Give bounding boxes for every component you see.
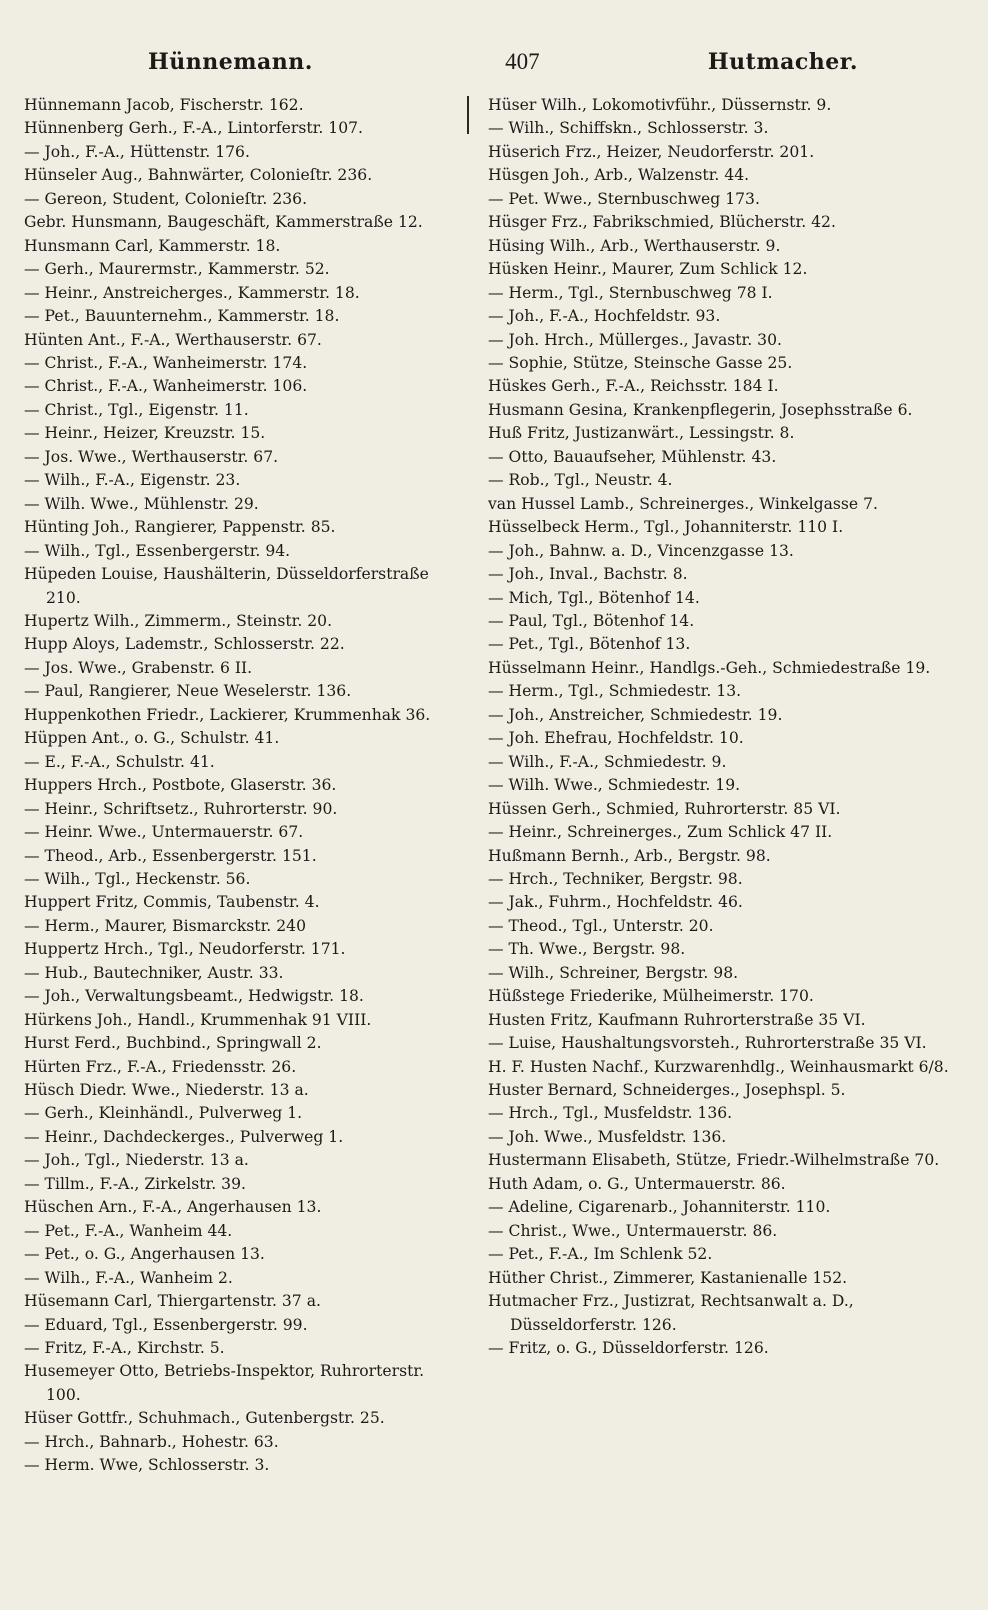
directory-entry: Hüsselbeck Herm., Tgl., Johanniterstr. 110 I.	[488, 518, 844, 537]
directory-entry: — Christ., Tgl., Eigenstr. 11.	[24, 400, 249, 419]
directory-entry: — Joh., F.-A., Hochfeldstr. 93.	[488, 307, 721, 326]
directory-entry: — Wilh., F.-A., Wanheim 2.	[24, 1268, 233, 1287]
directory-entry: Hüther Christ., Zimmerer, Kastanienalle 152.	[488, 1268, 848, 1287]
directory-entry: Hüserich Frz., Heizer, Neudorferstr. 201.	[488, 142, 815, 161]
directory-entry: — Joh., Tgl., Niederstr. 13 a.	[24, 1151, 249, 1170]
directory-entry: Huppenkothen Friedr., Lackierer, Krummenhak 36.	[24, 705, 431, 724]
directory-entry: Huppertz Hrch., Tgl., Neudorferstr. 171.	[24, 940, 346, 959]
directory-entry: — Tillm., F.-A., Zirkelstr. 39.	[24, 1174, 246, 1193]
directory-entry: — Wilh., Tgl., Heckenstr. 56.	[24, 869, 251, 888]
directory-entry: — Pet., F.-A., Im Schlenk 52.	[488, 1245, 713, 1264]
directory-entry: — Rob., Tgl., Neustr. 4.	[488, 471, 673, 490]
directory-entry: Hupertz Wilh., Zimmerm., Steinstr. 20.	[24, 611, 333, 630]
column-divider	[467, 96, 469, 134]
directory-entry: Hüsemann Carl, Thiergartenstr. 37 a.	[24, 1292, 321, 1311]
directory-entry: Hüsken Heinr., Maurer, Zum Schlick 12.	[488, 260, 808, 279]
directory-entry: H. F. Husten Nachf., Kurzwarenhdlg., Weinhausmarkt 6/8.	[488, 1057, 949, 1076]
left-column	[24, 94, 460, 1478]
directory-entry: — E., F.-A., Schulstr. 41.	[24, 752, 215, 771]
right-column	[488, 94, 964, 1360]
directory-entry: — Gerh., Maurermstr., Kammerstr. 52.	[24, 260, 330, 279]
directory-entry: Hunsmann Carl, Kammerstr. 18.	[24, 236, 281, 255]
directory-entry: — Wilh. Wwe., Schmiedestr. 19.	[488, 776, 741, 795]
directory-entry: — Joh. Hrch., Müllerges., Javastr. 30.	[488, 330, 782, 349]
directory-entry: Hürkens Joh., Handl., Krummenhak 91 VIII.	[24, 1010, 372, 1029]
directory-entry: — Th. Wwe., Bergstr. 98.	[488, 940, 686, 959]
directory-entry: Hüser Wilh., Lokomotivführ., Düssernstr. 9.	[488, 96, 832, 114]
directory-entry: — Pet., Tgl., Bötenhof 13.	[488, 635, 691, 654]
directory-entry: Huppert Fritz, Commis, Taubenstr. 4.	[24, 893, 320, 912]
directory-entry: — Christ., F.-A., Wanheimerstr. 174.	[24, 353, 308, 372]
directory-entry: Huth Adam, o. G., Untermauerstr. 86.	[488, 1174, 786, 1193]
directory-entry: — Joh., Inval., Bachstr. 8.	[488, 565, 688, 584]
directory-entry: Gebr. Hunsmann, Baugeschäft, Kammerstraße 12.	[24, 213, 423, 232]
directory-entry: Hünseler Aug., Bahnwärter, Colonieſtr. 236.	[24, 166, 373, 185]
directory-entry: Hurst Ferd., Buchbind., Springwall 2.	[24, 1034, 322, 1053]
directory-entry: — Adeline, Cigarenarb., Johanniterstr. 110.	[488, 1198, 831, 1217]
directory-entry: — Jos. Wwe., Grabenstr. 6 II.	[24, 658, 253, 677]
page-number: 407	[505, 49, 540, 74]
directory-entry: Hüsing Wilh., Arb., Werthauserstr. 9.	[488, 236, 781, 255]
directory-entry: — Otto, Bauaufseher, Mühlenstr. 43.	[488, 447, 777, 466]
directory-entry: Huß Fritz, Justizanwärt., Lessingstr. 8.	[488, 424, 795, 443]
directory-entry: Hüssen Gerh., Schmied, Ruhrorterstr. 85 VI.	[488, 799, 841, 818]
directory-entry: Hustermann Elisabeth, Stütze, Friedr.-Wilhelmstraße 70.	[488, 1151, 940, 1170]
directory-entry: — Hrch., Tgl., Musfeldstr. 136.	[488, 1104, 733, 1123]
directory-entry: Hünting Joh., Rangierer, Pappenstr. 85.	[24, 518, 336, 537]
directory-entry: — Gerh., Kleinhändl., Pulverweg 1.	[24, 1104, 303, 1123]
directory-entry: — Christ., F.-A., Wanheimerstr. 106.	[24, 377, 308, 396]
directory-entry: — Joh. Wwe., Musfeldstr. 136.	[488, 1127, 727, 1146]
directory-entry: — Herm. Wwe, Schlosserstr. 3.	[24, 1456, 270, 1475]
directory-entry: Hüpeden Louise, Haushälterin, Düsseldorferstraße 210.	[24, 565, 429, 607]
directory-entry: — Paul, Tgl., Bötenhof 14.	[488, 611, 695, 630]
directory-entry: — Christ., Wwe., Untermauerstr. 86.	[488, 1221, 778, 1240]
directory-entry: — Herm., Tgl., Sternbuschweg 78 I.	[488, 283, 773, 302]
directory-entry: Hutmacher Frz., Justizrat, Rechtsanwalt a. D., Düsseldorferstr. 126.	[488, 1292, 854, 1334]
directory-entry: — Sophie, Stütze, Steinsche Gasse 25.	[488, 353, 793, 372]
directory-entry: — Hrch., Bahnarb., Hohestr. 63.	[24, 1432, 279, 1451]
directory-entry: — Heinr., Heizer, Kreuzstr. 15.	[24, 424, 266, 443]
directory-entry: — Mich, Tgl., Bötenhof 14.	[488, 588, 700, 607]
directory-entry: — Pet. Wwe., Sternbuschweg 173.	[488, 189, 760, 208]
directory-entry: Hünten Ant., F.-A., Werthauserstr. 67.	[24, 330, 322, 349]
directory-entry: — Wilh., F.-A., Eigenstr. 23.	[24, 471, 241, 490]
directory-entry: Hüschen Arn., F.-A., Angerhausen 13.	[24, 1198, 322, 1217]
directory-entry: — Paul, Rangierer, Neue Weselerstr. 136.	[24, 682, 352, 701]
directory-entry: Husten Fritz, Kaufmann Ruhrorterstraße 35 VI.	[488, 1010, 866, 1029]
directory-entry: Hünnenberg Gerh., F.-A., Lintorferstr. 107.	[24, 119, 363, 138]
directory-entry: Hupp Aloys, Lademstr., Schlosserstr. 22.	[24, 635, 345, 654]
directory-entry: Hürten Frz., F.-A., Friedensstr. 26.	[24, 1057, 297, 1076]
directory-entry: — Fritz, F.-A., Kirchstr. 5.	[24, 1339, 225, 1358]
directory-entry: — Theod., Tgl., Unterstr. 20.	[488, 916, 714, 935]
directory-entry: Hüsgen Joh., Arb., Walzenstr. 44.	[488, 166, 750, 185]
directory-entry: — Heinr., Schriftsetz., Ruhrorterstr. 90.	[24, 799, 338, 818]
directory-entry: — Heinr. Wwe., Untermauerstr. 67.	[24, 823, 304, 842]
page-header	[30, 44, 958, 80]
directory-entry: Hüskes Gerh., F.-A., Reichsstr. 184 I.	[488, 377, 779, 396]
directory-entry: Hüsger Frz., Fabrikschmied, Blücherstr. 42.	[488, 213, 836, 232]
directory-entry: — Pet., Bauunternehm., Kammerstr. 18.	[24, 307, 340, 326]
directory-entry: — Joh., Anstreicher, Schmiedestr. 19.	[488, 705, 783, 724]
directory-entry: — Hrch., Techniker, Bergstr. 98.	[488, 869, 743, 888]
directory-entry: — Theod., Arb., Essenbergerstr. 151.	[24, 846, 317, 865]
directory-entry: — Gereon, Student, Colonieſtr. 236.	[24, 189, 308, 208]
directory-entry: — Joh., Bahnw. a. D., Vincenzgasse 13.	[488, 541, 794, 560]
directory-entry: Hüßstege Friederike, Mülheimerstr. 170.	[488, 987, 814, 1006]
directory-entry: — Jos. Wwe., Werthauserstr. 67.	[24, 447, 279, 466]
directory-entry: — Herm., Tgl., Schmiedestr. 13.	[488, 682, 742, 701]
header-right-catchword: Hutmacher.	[707, 49, 858, 75]
header-left-catchword: Hünnemann.	[148, 49, 313, 75]
directory-entry: — Joh., F.-A., Hüttenstr. 176.	[24, 142, 250, 161]
directory-entry: — Wilh., F.-A., Schmiedestr. 9.	[488, 752, 727, 771]
directory-entry: — Pet., F.-A., Wanheim 44.	[24, 1221, 233, 1240]
directory-entry: Hüsch Diedr. Wwe., Niederstr. 13 a.	[24, 1081, 309, 1100]
directory-entry: Hüsselmann Heinr., Handlgs.-Geh., Schmiedestraße 19.	[488, 658, 931, 677]
directory-entry: — Pet., o. G., Angerhausen 13.	[24, 1245, 265, 1264]
directory-entry: — Eduard, Tgl., Essenbergerstr. 99.	[24, 1315, 308, 1334]
directory-entry: — Wilh., Schiffskn., Schlosserstr. 3.	[488, 119, 769, 138]
directory-entry: — Wilh. Wwe., Mühlenstr. 29.	[24, 494, 259, 513]
directory-entry: — Heinr., Schreinerges., Zum Schlick 47 II.	[488, 823, 833, 842]
directory-entry: Husmann Gesina, Krankenpflegerin, Josephsstraße 6.	[488, 400, 913, 419]
directory-entry: — Fritz, o. G., Düsseldorferstr. 126.	[488, 1339, 769, 1358]
directory-entry: Hüppen Ant., o. G., Schulstr. 41.	[24, 729, 280, 748]
directory-entry: Husemeyer Otto, Betriebs-Inspektor, Ruhrorterstr. 100.	[24, 1362, 425, 1404]
directory-entry: — Heinr., Dachdeckerges., Pulverweg 1.	[24, 1127, 344, 1146]
directory-entry: — Jak., Fuhrm., Hochfeldstr. 46.	[488, 893, 743, 912]
directory-entry: Hußmann Bernh., Arb., Bergstr. 98.	[488, 846, 771, 865]
directory-entry: — Herm., Maurer, Bismarckstr. 240	[24, 916, 306, 935]
directory-entry: — Wilh., Tgl., Essenbergerstr. 94.	[24, 541, 291, 560]
directory-entry: van Hussel Lamb., Schreinerges., Winkelgasse 7.	[488, 494, 878, 513]
directory-entry: Hünnemann Jacob, Fischerstr. 162.	[24, 96, 304, 114]
directory-entry: — Luise, Haushaltungsvorsteh., Ruhrorterstraße 35 VI.	[488, 1034, 927, 1053]
directory-entry: Hüser Gottfr., Schuhmach., Gutenbergstr. 25.	[24, 1409, 385, 1428]
directory-entry: — Heinr., Anstreicherges., Kammerstr. 18.	[24, 283, 360, 302]
directory-entry: — Wilh., Schreiner, Bergstr. 98.	[488, 963, 739, 982]
directory-entry: — Joh. Ehefrau, Hochfeldstr. 10.	[488, 729, 744, 748]
directory-entry: Huppers Hrch., Postbote, Glaserstr. 36.	[24, 776, 337, 795]
directory-entry: — Hub., Bautechniker, Austr. 33.	[24, 963, 284, 982]
directory-entry: Huster Bernard, Schneiderges., Josephspl. 5.	[488, 1081, 846, 1100]
directory-entry: — Joh., Verwaltungsbeamt., Hedwigstr. 18.	[24, 987, 364, 1006]
